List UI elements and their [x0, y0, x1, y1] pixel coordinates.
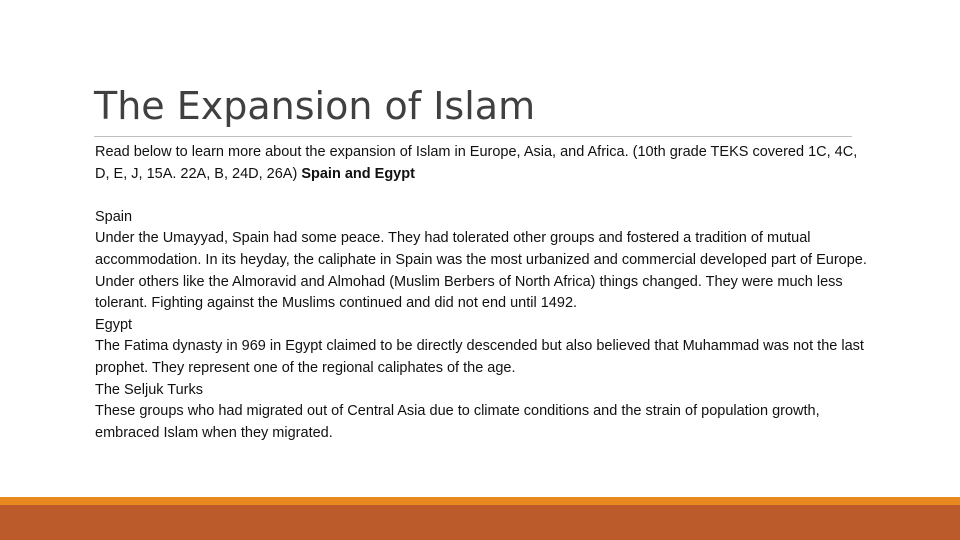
section-text-seljuk-turks: These groups who had migrated out of Central Asia due to climate conditions and the strain of population growth, embraced Islam when they migrated.	[95, 403, 820, 441]
footer-accent-stripe	[0, 497, 960, 505]
section-heading-spain: Spain	[95, 208, 133, 225]
section-heading-seljuk-turks: The Seljuk Turks	[95, 381, 203, 398]
footer-band	[0, 505, 960, 540]
section-heading-egypt: Egypt	[95, 316, 133, 333]
intro-text: Read below to learn more about the expansion of Islam in Europe, Asia, and Africa. (10th grade TEKS covered 1C, 4C, D, E, J, 15A. 22A, B, 24D, 26A)	[95, 144, 858, 182]
intro-bold-text: Spain and Egypt	[301, 165, 415, 182]
intro-paragraph	[95, 142, 870, 185]
section-text-egypt: The Fatima dynasty in 969 in Egypt claimed to be directly descended but also believed that Muhammad was not the last prophet. They represent one of the regional caliphates of the age.	[95, 338, 864, 376]
slide-body	[95, 142, 870, 444]
section-text-spain: Under the Umayyad, Spain had some peace. They had tolerated other groups and fostered a tradition of mutual accommodation. In its heyday, the caliphate in Spain was the most urbanized and commercial developed part of Europe. Under others like the Almoravid and Almohad (Muslim Berbers of North Africa) things changed. They were much less tolerant. Fighting against the Muslims continued and did not end until 1492.	[95, 230, 867, 312]
title-divider	[94, 136, 852, 137]
paragraph-spacer	[95, 185, 870, 207]
slide-title: The Expansion of Islam	[94, 84, 536, 128]
